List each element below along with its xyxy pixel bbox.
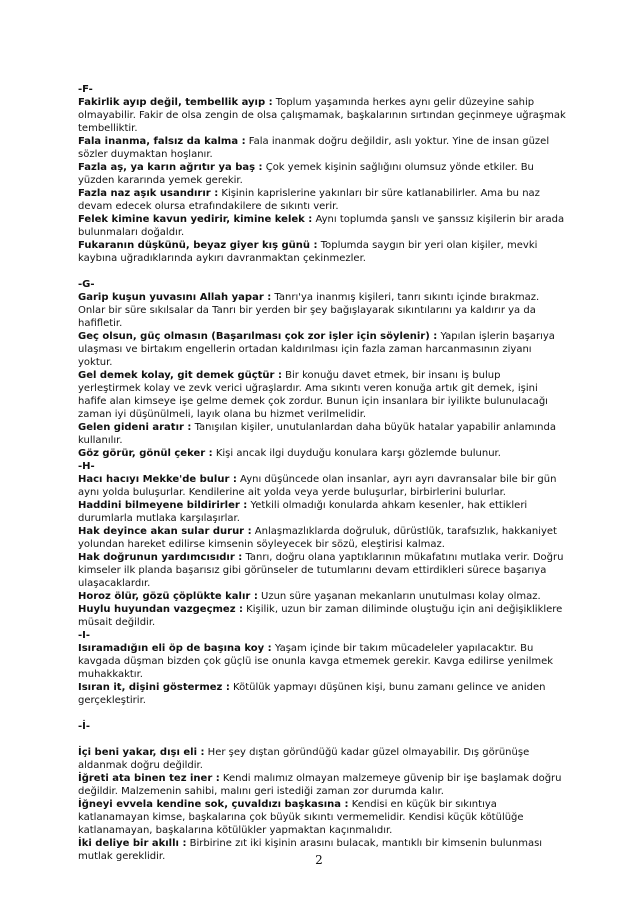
proverb-term: Fazla aş, ya karın ağrıtır ya baş :: [78, 162, 263, 173]
proverb-term: Fazla naz aşık usandırır :: [78, 188, 219, 199]
proverb-entry: [78, 135, 566, 161]
proverb-entry: [78, 681, 566, 707]
proverb-term: Isıramadığın eli öp de başına koy :: [78, 643, 272, 654]
proverb-entry: [78, 161, 566, 187]
proverb-entry: [78, 746, 566, 772]
proverb-explanation: Kişi ancak ilgi duyduğu konulara karşı gözlemde bulunur.: [212, 448, 501, 459]
proverb-explanation: Kendi malımız olmayan malzemeye güvenip bir işe başlamak doğru değildir. Malzemenin sahibi, malını geri istediği zaman zor durumda kalır.: [78, 773, 562, 797]
proverb-explanation: Yetkili olmadığı konularda ahkam kesenler, hak ettikleri durumlarla mutlaka karşılaşırlar.: [78, 500, 528, 524]
proverb-explanation: Kendisi en küçük bir sıkıntıya katlanamayan kimse, başkalarına çok büyük sıkıntı vermemelidir. Kendisi küçük kötülüğe katlanamayan, başkalarına kötülükler yapmaktan kaçınmalıdır.: [78, 799, 524, 836]
proverb-entry: [78, 798, 566, 837]
proverb-entry: [78, 96, 566, 135]
proverb-term: Hacı hacıyı Mekke'de bulur :: [78, 474, 237, 485]
proverb-entry: [78, 473, 566, 499]
proverb-explanation: Kötülük yapmayı düşünen kişi, bunu zamanı gelince ve aniden gerçekleştirir.: [78, 682, 546, 706]
proverb-term: İğneyi evvela kendine sok, çuvaldızı başkasına :: [78, 799, 349, 810]
proverb-term: İçi beni yakar, dışı eli :: [78, 747, 205, 758]
proverb-entry: [78, 369, 566, 421]
proverb-explanation: Anlaşmazlıklarda doğruluk, dürüstlük, tarafsızlık, hakkaniyet yolundan hareket edilirse kimsenin söyleyecek bir sözü, eleştirisi kalmaz.: [78, 526, 557, 550]
proverb-explanation: Aynı düşüncede olan insanlar, ayrı ayrı davransalar bile bir gün aynı yolda buluşurlar. Kendilerine ait yolda veya yerde buluşurlar, birbirlerini bulurlar.: [78, 474, 557, 498]
proverb-explanation: Her şey dıştan göründüğü kadar güzel olmayabilir. Dış görünüşe aldanmak doğru değildir.: [78, 747, 530, 771]
proverb-entry: [78, 772, 566, 798]
proverb-entry: [78, 330, 566, 369]
proverb-entry: [78, 291, 566, 330]
section-letter-i: -I-: [78, 630, 91, 641]
proverb-term: İğreti ata binen tez iner :: [78, 773, 220, 784]
proverb-term: Fukaranın düşkünü, beyaz giyer kış günü :: [78, 240, 318, 251]
section-spacer: [78, 733, 566, 746]
proverb-entry: [78, 499, 566, 525]
proverb-explanation: Çok yemek kişinin sağlığını olumsuz yönde etkiler. Bu yüzden kararında yemek gerekir.: [78, 162, 534, 186]
proverb-term: Geç olsun, güç olmasın (Başarılması çok zor işler için söylenir) :: [78, 331, 438, 342]
proverb-entry: [78, 642, 566, 681]
section-letter-g: -G-: [78, 279, 95, 290]
proverb-term: Gelen gideni aratır :: [78, 422, 192, 433]
proverb-explanation: Birbirine zıt iki kişinin arasını bulacak, mantıklı bir kimsenin bulunması mutlak gereklidir.: [78, 838, 543, 862]
proverb-entry: [78, 421, 566, 447]
proverb-entry: [78, 447, 566, 460]
proverb-term: Felek kimine kavun yedirir, kimine kelek :: [78, 214, 313, 225]
proverb-explanation: Toplumda saygın bir yeri olan kişiler, mevki kaybına uğradıklarında aykırı davranmaktan çekinmezler.: [78, 240, 538, 264]
proverb-entry: [78, 590, 566, 603]
section-spacer: [78, 265, 566, 278]
proverb-term: Huylu huyundan vazgeçmez :: [78, 604, 243, 615]
section-letter-f: -F-: [78, 84, 93, 95]
proverb-explanation: Kişinin kaprislerine yakınları bir süre katlanabilirler. Ama bu naz devam edecek olursa etrafındakilere de sıkıntı verir.: [78, 188, 540, 212]
section-letter-i-dotted: -İ-: [78, 721, 91, 732]
proverb-explanation: Yaşam içinde bir takım mücadeleler yapılacaktır. Bu kavgada düşman bizden çok güçlü ise onunla kavga etmemek gerekir. Kavga edilirse yenilmek muhakkaktır.: [78, 643, 554, 680]
proverb-explanation: Bir konuğu davet etmek, bir insanı iş bulup yerleştirmek kolay ve zevk verici uğraşlardır. Ama sıkıntı veren konuğa artık git demek, işini hafife alan kimseye işe gelme demek çok zordur. Bunun için insanlara bir iyilikte bulunulacağı zaman iyi düşünülmeli, layık olana bu hizmet verilmelidir.: [78, 370, 548, 420]
section-letter-h: -H-: [78, 461, 95, 472]
proverb-entry: [78, 525, 566, 551]
page-number: 2: [315, 853, 323, 867]
proverb-term: Gel demek kolay, git demek güçtür :: [78, 370, 282, 381]
proverb-term: Haddini bilmeyene bildirirler :: [78, 500, 248, 511]
proverb-entry: [78, 187, 566, 213]
proverb-term: Garip kuşun yuvasını Allah yapar :: [78, 292, 272, 303]
section-spacer: [78, 707, 566, 720]
proverb-term: Horoz ölür, gözü çöplükte kalır :: [78, 591, 258, 602]
page-content: [78, 83, 566, 863]
proverb-term: Hak doğrunun yardımcısıdır :: [78, 552, 243, 563]
proverb-explanation: Tanrı'ya inanmış kişileri, tanrı sıkıntı içinde bırakmaz. Onlar bir süre sıkılsalar da Tanrı bir yerden bir şey bağışlayarak sıkıntılarını ya kaldırır ya da hafifletir.: [78, 292, 540, 329]
proverb-explanation: Aynı toplumda şanslı ve şanssız kişilerin bir arada bulunmaları doğaldır.: [78, 214, 565, 238]
proverb-term: İki deliye bir akıllı :: [78, 838, 187, 849]
proverb-explanation: Toplum yaşamında herkes aynı gelir düzeyine sahip olmayabilir. Fakir de olsa zengin de olsa çalışmamak, başkalarının sırtından geçinmeye uğraşmak tembelliktir.: [78, 97, 566, 134]
proverb-explanation: Fala inanmak doğru değildir, aslı yoktur. Yine de insan güzel sözler duymaktan hoşlanır.: [78, 136, 550, 160]
proverb-term: Fala inanma, falsız da kalma :: [78, 136, 246, 147]
proverb-entry: [78, 603, 566, 629]
proverb-entry: [78, 213, 566, 239]
proverb-explanation: Uzun süre yaşanan mekanların unutulması kolay olmaz.: [257, 591, 541, 602]
proverb-entry: [78, 239, 566, 265]
proverb-term: Hak deyince akan sular durur :: [78, 526, 252, 537]
proverb-explanation: Yapılan işlerin başarıya ulaşması ve birtakım engellerin ortadan kaldırılması için fazla zaman harcanmasının ziyanı yoktur.: [78, 331, 555, 368]
proverb-explanation: Tanışılan kişiler, unutulanlardan daha büyük hatalar yapabilir anlamında kullanılır.: [78, 422, 556, 446]
proverb-term: Fakirlik ayıp değil, tembellik ayıp :: [78, 97, 273, 108]
proverb-term: Isıran it, dişini göstermez :: [78, 682, 230, 693]
proverb-entry: [78, 551, 566, 590]
proverb-explanation: Kişilik, uzun bir zaman diliminde oluştuğu için ani değişikliklere müsait değildir.: [78, 604, 563, 628]
proverb-explanation: Tanrı, doğru olana yaptıklarının mükafatını mutlaka verir. Doğru kimseler ilk planda başarısız gibi görünseler de tutumlarını devam ettirdikleri sürece başarıya ulaşacaklardır.: [78, 552, 564, 589]
proverb-term: Göz görür, gönül çeker :: [78, 448, 213, 459]
